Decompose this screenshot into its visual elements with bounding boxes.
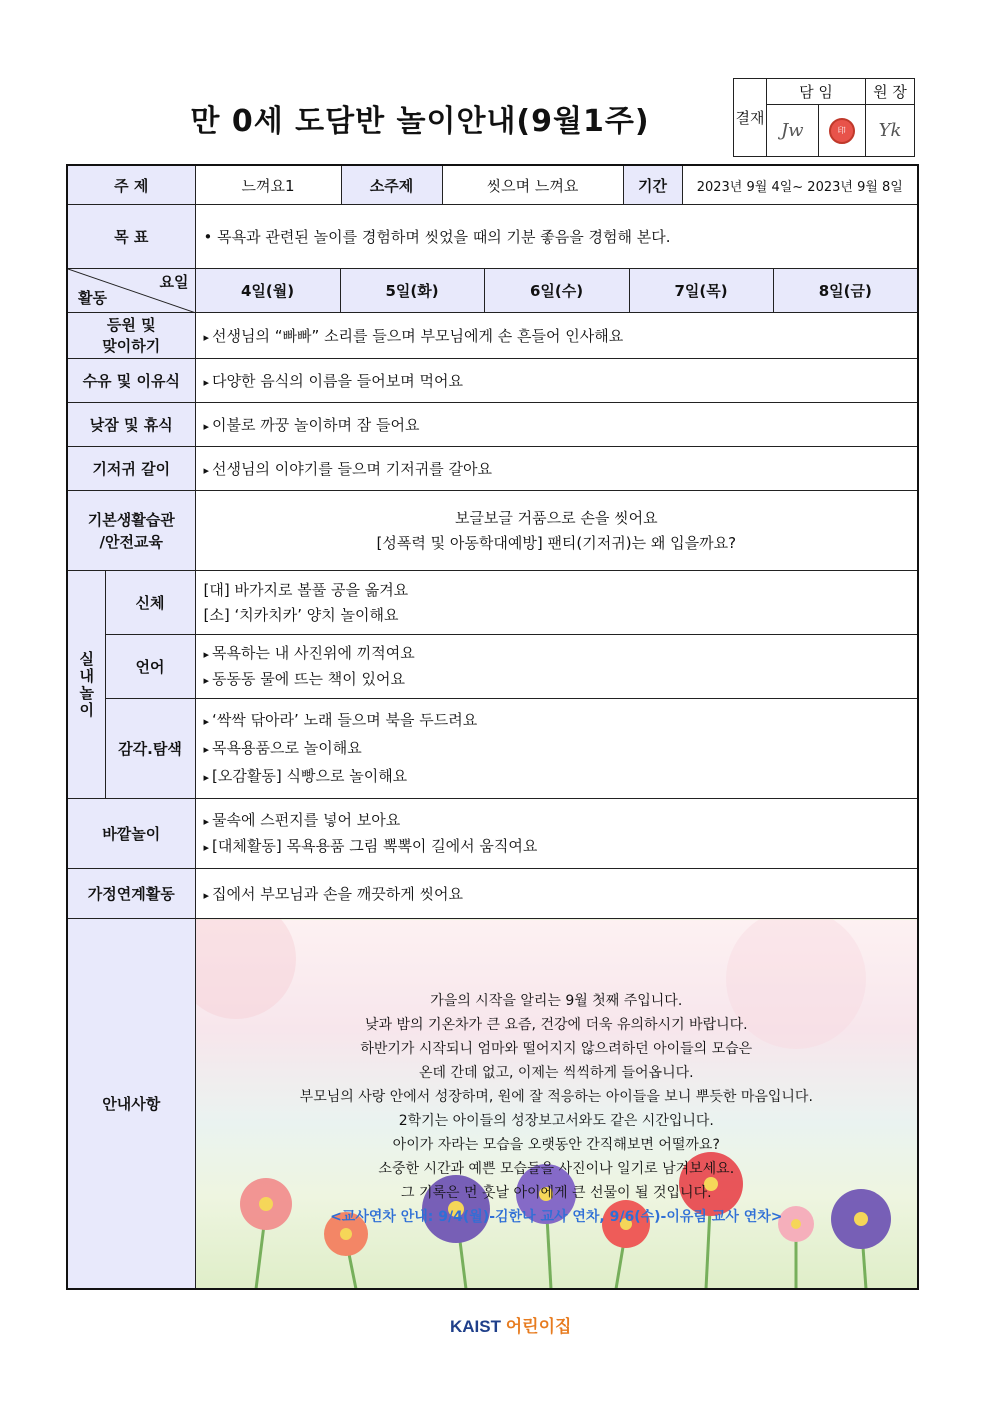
home-text: ▸ 집에서 부모님과 손을 깨끗하게 씻어요 [195,869,918,919]
theme-label: 주 제 [67,165,195,205]
habits-label: 기본생활습관 /안전교육 [67,491,195,571]
day-thu: 7일(목) [629,269,773,313]
teacher-seal: 印 [818,105,865,157]
subtheme-label: 소주제 [342,166,443,204]
kaist-kindergarten-logo: KAIST 어린이집 [450,1317,572,1336]
plan-table [66,164,919,1290]
physical-text: [대] 바가지로 볼풀 공을 옮겨요 [소] ‘치카치카’ 양치 놀이해요 [195,571,918,635]
theme-value: 느껴요1 [196,166,342,204]
arrival-label: 등원 및 맞이하기 [67,313,195,359]
language-label: 언어 [105,635,195,699]
day-mon: 4일(월) [195,269,340,313]
diaper-text: ▸ 선생님의 이야기를 들으며 기저귀를 갈아요 [195,447,918,491]
outdoor-label: 바깥놀이 [67,799,195,869]
approval-label: 결재 [734,79,767,157]
sensory-label: 감각.탐색 [105,699,195,799]
home-label: 가정연계활동 [67,869,195,919]
vacation-notice: <교사연차 안내: 9/4(월)-김한나 교사 연차, 9/6(수)-이유림 교사 연차> [330,1209,783,1226]
day-tue: 5일(화) [340,269,484,313]
feeding-label: 수유 및 이유식 [67,359,195,403]
language-text: ▸ 목욕하는 내 사진위에 끼적여요 ▸ 동동동 물에 뜨는 책이 있어요 [195,635,918,699]
physical-label: 신체 [105,571,195,635]
day-fri: 8일(금) [773,269,918,313]
teacher-label: 담 임 [767,79,866,105]
period-value: 2023년 9월 4일~ 2023년 9월 8일 [696,179,903,195]
notice-label: 안내사항 [67,919,195,1289]
notice-content [195,919,918,1289]
director-label: 원 장 [866,79,915,105]
page-title: 만 0세 도담반 놀이안내(9월1주) [190,104,650,139]
indoor-label-text: 실내놀이 [77,650,96,719]
subtheme-value: 씻으며 느껴요 [443,166,624,204]
indoor-label [67,571,105,799]
approval-box [733,78,915,157]
feeding-text: ▸ 다양한 음식의 이름을 들어보며 먹어요 [195,359,918,403]
day-wed: 6일(수) [484,269,629,313]
teacher-signature: Jw [767,105,819,157]
yoil-label: 요일 [159,273,189,291]
notice-text: 가을의 시작을 알리는 9월 첫째 주입니다. 낮과 밤의 기온차가 큰 요즘, 건강에 더욱 유의하시기 바랍니다. 하반기가 시작되니 엄마와 떨어지지 않으려하던 아이들의 모습은 온데 간데 없고, 이제는 씩씩하게 들어옵니다. 부모님의 사랑 안에서 성장하며, 원에 잘 적응하는 아이들을 보니 뿌듯한 마음입니다. 2학기는 아이들의 성장보고서와도 같은 시간입니다. 아이가 자라는 모습을 오랫동안 간직해보면 어떨까요? 소중한 시간과 예쁜 모습들을 사진이나 일기로 남겨보세요. 그 기록은 먼 훗날 아이에게 큰 선물이 될 것입니다. <교사연차 안내: 9/4(월)-김한나 교사 연차, 9/6(수)-이유림 교사 연차> [196,977,918,1229]
habits-text: 보글보글 거품으로 손을 씻어요 [성폭력 및 아동학대예방] 팬티(기저귀)는 왜 입을까요? [195,491,918,571]
day-activity-header [67,269,195,313]
nap-text: ▸ 이불로 까꿍 놀이하며 잠 들어요 [195,403,918,447]
sensory-text: ▸ ‘싹싹 닦아라’ 노래 들으며 북을 두드려요 ▸ 목욕용품으로 놀이해요 ▸ [오감활동] 식빵으로 놀이해요 [195,699,918,799]
arrival-text: ▸ 선생님의 “빠빠” 소리를 들으며 부모님에게 손 흔들어 인사해요 [195,313,918,359]
outdoor-text: ▸ 물속에 스펀지를 넣어 보아요 ▸ [대체활동] 목욕용품 그림 뽁뽁이 길에서 움직여요 [195,799,918,869]
goal-text: • 목욕과 관련된 놀이를 경험하며 씻었을 때의 기분 좋음을 경험해 본다. [195,205,918,269]
diaper-label: 기저귀 갈이 [67,447,195,491]
director-signature: Yk [866,105,915,157]
nap-label: 낮잠 및 휴식 [67,403,195,447]
period-label: 기간 [624,166,683,204]
goal-label: 목 표 [67,205,195,269]
activity-label: 활동 [78,289,107,307]
